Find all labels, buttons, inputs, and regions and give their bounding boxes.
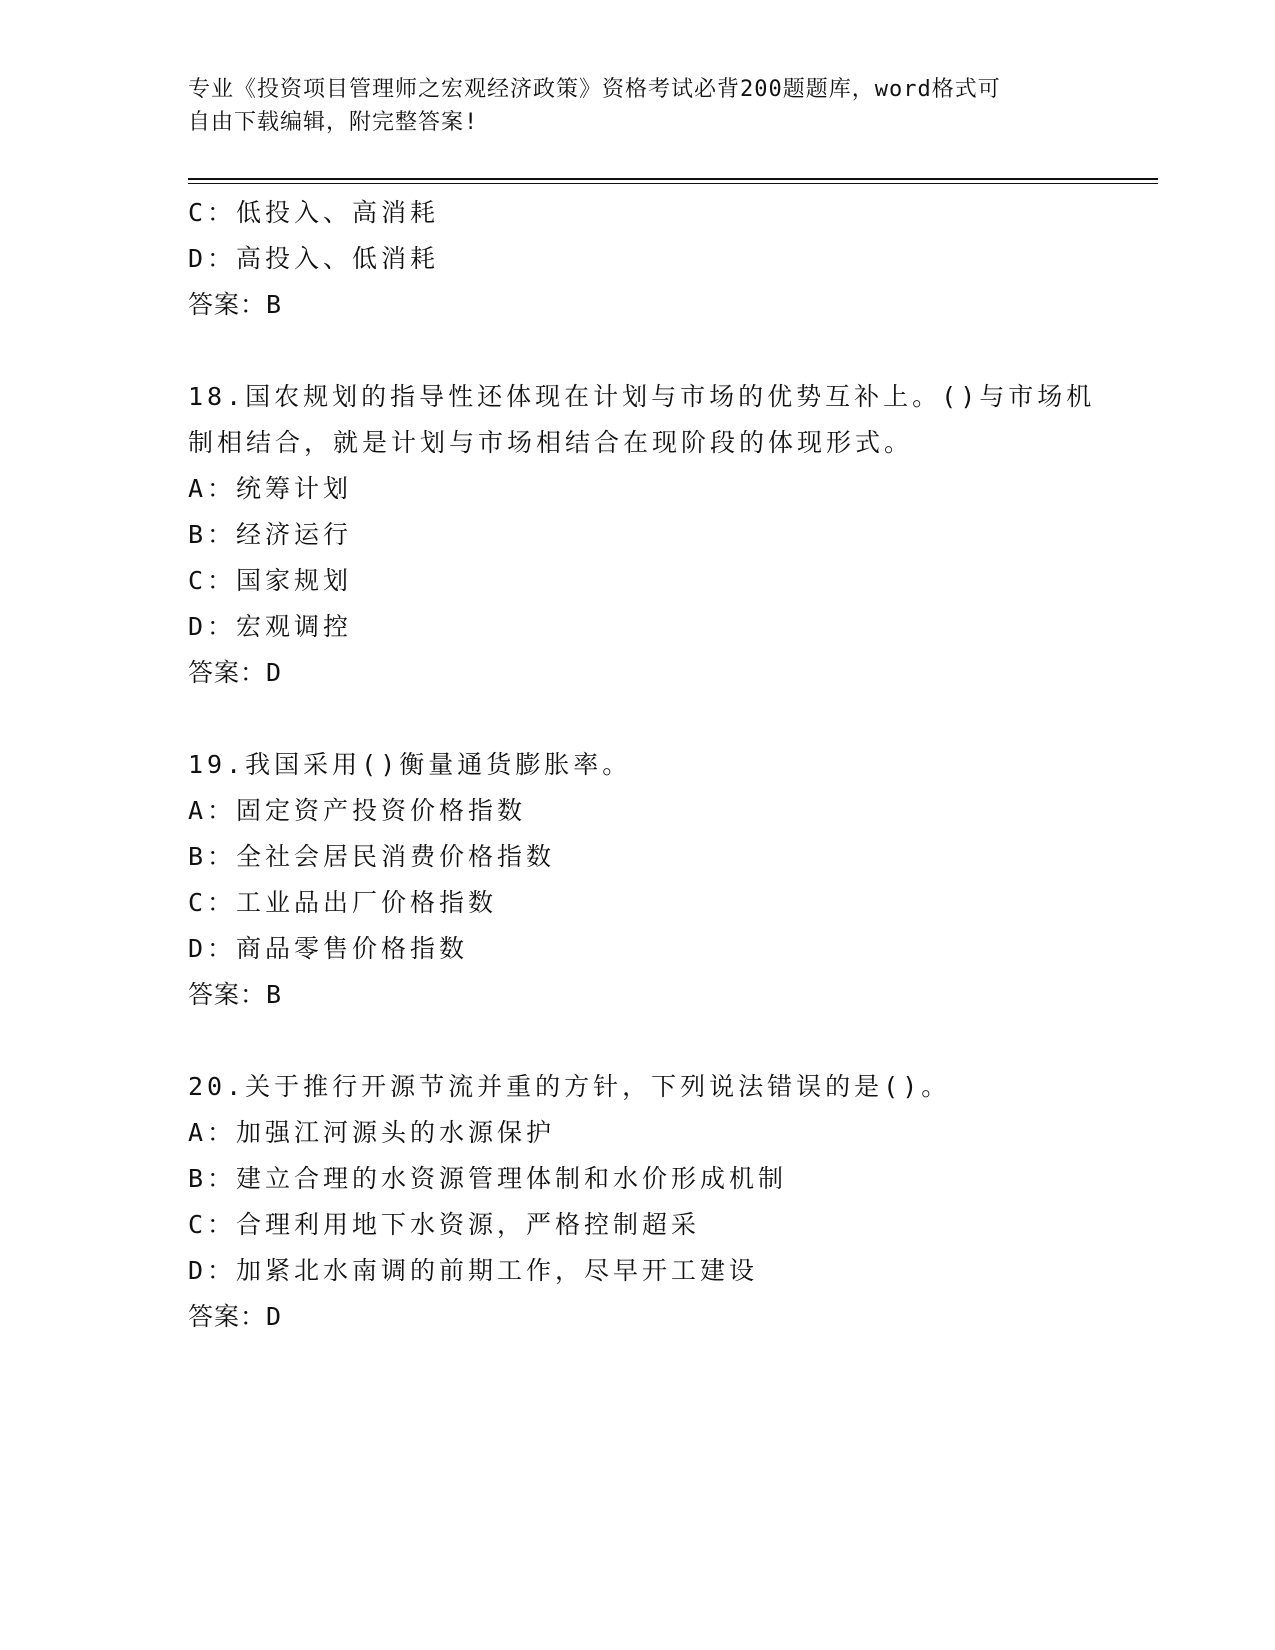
- question-stem: 制相结合，就是计划与市场相结合在现阶段的体现形式。: [188, 428, 914, 457]
- spacer: [188, 696, 1148, 742]
- option-d: D：加紧北水南调的前期工作，尽早开工建设: [188, 1256, 759, 1285]
- option-c: C：工业品出厂价格指数: [188, 888, 498, 917]
- header-line-1: 专业《投资项目管理师之宏观经济政策》资格考试必背200题题库，word格式可: [188, 77, 1001, 102]
- header-divider-thin: [188, 183, 1158, 184]
- option-d: D：商品零售价格指数: [188, 934, 469, 963]
- option-a: A：统筹计划: [188, 474, 353, 503]
- question-stem: 20.关于推行开源节流并重的方针，下列说法错误的是()。: [188, 1072, 951, 1101]
- spacer: [188, 1018, 1148, 1064]
- answer: 答案：D: [188, 658, 283, 687]
- document-header: [188, 73, 1088, 139]
- question-content: [188, 190, 1148, 1340]
- question-18: [188, 374, 1148, 696]
- option-b: B：全社会居民消费价格指数: [188, 842, 556, 871]
- question-stem: 18.国农规划的指导性还体现在计划与市场的优势互补上。()与市场机: [188, 382, 1096, 411]
- header-line-2: 自由下载编辑，附完整答案!: [188, 110, 479, 135]
- question-stem: 19.我国采用()衡量通货膨胀率。: [188, 750, 632, 779]
- answer: 答案：B: [188, 980, 283, 1009]
- header-divider-thick: [188, 178, 1158, 180]
- option-c: C：国家规划: [188, 566, 353, 595]
- option-d: D：高投入、低消耗: [188, 244, 440, 273]
- answer: 答案：B: [188, 290, 283, 319]
- continued-question: [188, 190, 1148, 328]
- spacer: [188, 328, 1148, 374]
- option-c: C：低投入、高消耗: [188, 198, 440, 227]
- option-a: A：加强江河源头的水源保护: [188, 1118, 556, 1147]
- option-d: D：宏观调控: [188, 612, 353, 641]
- question-19: [188, 742, 1148, 1018]
- answer: 答案：D: [188, 1302, 283, 1331]
- option-c: C：合理利用地下水资源，严格控制超采: [188, 1210, 701, 1239]
- question-20: [188, 1064, 1148, 1340]
- option-b: B：建立合理的水资源管理体制和水价形成机制: [188, 1164, 788, 1193]
- option-b: B：经济运行: [188, 520, 353, 549]
- option-a: A：固定资产投资价格指数: [188, 796, 527, 825]
